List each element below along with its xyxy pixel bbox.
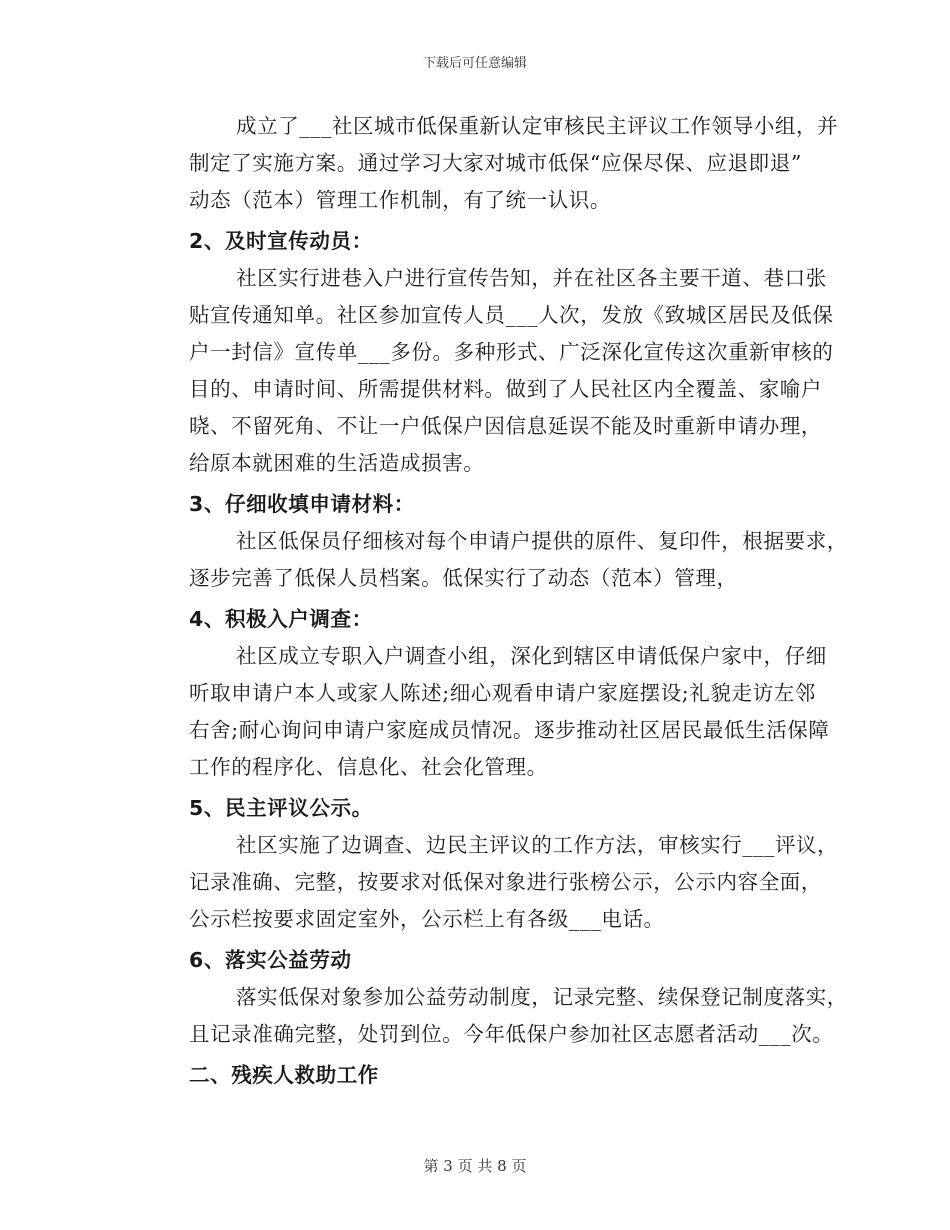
text-line: 工作的程序化、信息化、社会化管理。 xyxy=(189,755,548,779)
paragraph-4 xyxy=(142,638,830,786)
section-heading-6: 6、落实公益劳动 xyxy=(189,948,352,972)
text-line: 听取申请户本人或家人陈述;细心观看申请户家庭摆设;礼貌走访左邻 xyxy=(189,681,816,705)
text-line: 记录准确、完整，按要求对低保对象进行张榜公示，公示内容全面， xyxy=(189,870,822,894)
text-line: 社区实行进巷入户进行宣传告知，并在社区各主要干道、巷口张 xyxy=(236,266,827,290)
paragraph-1 xyxy=(142,108,839,219)
text-line: 落实低保对象参加公益劳动制度，记录完整、续保登记制度落实， xyxy=(236,985,848,1009)
text-line: 制定了实施方案。通过学习大家对城市低保“应保尽保、应退即退” xyxy=(189,151,802,175)
text-line: 右舍;耐心询问申请户家庭成员情况。逐步推动社区居民最低生活保障 xyxy=(189,718,830,742)
paragraph-5 xyxy=(142,827,839,938)
text-line: 公示栏按要求固定室外，公示栏上有各级___电话。 xyxy=(189,907,665,931)
text-line: 晓、不留死角、不让一户低保户因信息延误不能及时重新申请办理， xyxy=(189,414,822,438)
page-footer: 第 3 页 共 8 页 xyxy=(423,1157,527,1175)
text-line: 贴宣传通知单。社区参加宣传人员___人次，发放《致城区居民及低保 xyxy=(189,303,834,327)
text-line: 给原本就困难的生活造成损害。 xyxy=(189,451,485,475)
text-line: 社区成立专职入户调查小组，深化到辖区申请低保户家中，仔细 xyxy=(236,644,827,668)
section-heading-2: 2、及时宣传动员： xyxy=(189,229,373,253)
text-line: 户一封信》宣传单___多份。多种形式、广泛深化宣传这次重新审核的 xyxy=(189,340,834,364)
section-heading-5: 5、民主评议公示。 xyxy=(189,796,373,820)
text-line: 逐步完善了低保人员档案。低保实行了动态（范本）管理， xyxy=(189,566,738,590)
text-line: 目的、申请时间、所需提供材料。做到了人民社区内全覆盖、家喻户 xyxy=(189,377,822,401)
text-line: 社区低保员仔细核对每个申请户提供的原件、复印件，根据要求， xyxy=(236,529,848,553)
page-header: 下载后可任意编辑 xyxy=(422,56,527,71)
text-line: 社区实施了边调查、边民主评议的工作方法，审核实行___评议， xyxy=(236,833,839,857)
text-line: 动态（范本）管理工作机制，有了统一认识。 xyxy=(189,188,611,212)
text-line: 成立了___社区城市低保重新认定审核民主评议工作领导小组，并 xyxy=(236,114,839,138)
text-line: 且记录准确完整，处罚到位。今年低保户参加社区志愿者活动___次。 xyxy=(189,1022,834,1046)
section-heading-disability-aid: 二、残疾人救助工作 xyxy=(189,1063,379,1087)
paragraph-2 xyxy=(142,260,834,482)
paragraph-6 xyxy=(142,979,848,1053)
section-heading-4: 4、积极入户调查： xyxy=(189,607,373,631)
document-body xyxy=(142,108,848,1094)
paragraph-3 xyxy=(142,523,848,597)
section-heading-3: 3、仔细收填申请材料： xyxy=(189,492,415,516)
